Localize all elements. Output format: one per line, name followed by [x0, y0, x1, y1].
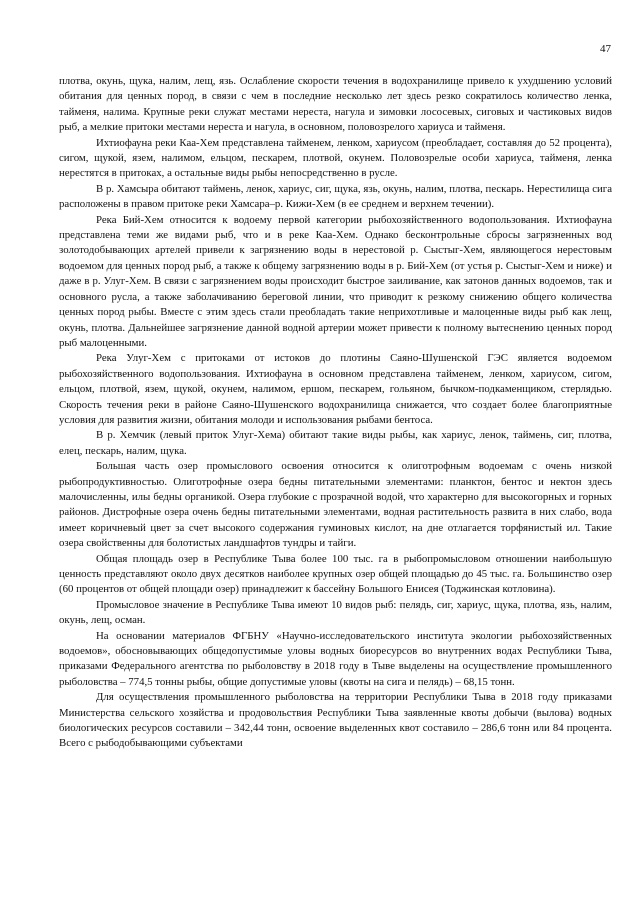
paragraph-fish-species-continued: плотва, окунь, щука, налим, лещ, язь. Ослабление скорости течения в водохранилище привело к ухудшению условий обитания для ценных пород, в связи с чем в последние несколько лет здесь резко сократилось количество ленка, тайменя, налима. Крупные реки служат местами нереста, нагула и зимовки лососевых, сиговых и частиковых видов рыб, а мелкие притоки местами нереста и нагула, в основном, половозрелого хариуса и тайменя.	[59, 75, 612, 134]
paragraph-khemchik-river: В р. Хемчик (левый приток Улуг-Хема) обитают такие виды рыбы, как хариус, ленок, таймень, сиг, плотва, елец, пескарь, налим, щука.	[59, 429, 612, 457]
paragraph-commercial-species: Промысловое значение в Республике Тыва имеют 10 видов рыб: пелядь, сиг, хариус, щука, плотва, язь, налим, окунь, лещ, осман.	[59, 598, 612, 627]
paragraph-ulug-khem-river: Река Улуг-Хем с притоками от истоков до плотины Саяно-Шушенской ГЭС является водоемом рыбохозяйственного водопользования. Ихтиофауна в основном представлена тайменем, ленком, хариусом, сигом, ельцом, плотвой, язем, щукой, окунем, налимом, ершом, пескарем, гольяном, бычком-подкаменщиком, стерлядью. Скорость течения реки в районе Саяно-Шушенского водохранилища снижается, что создает более благоприятные условия для развития жизни, обитания молоди и использования рыбами бентоса.	[59, 352, 612, 426]
paragraph-oligotrophic-lakes: Большая часть озер промыслового освоения относится к олиготрофным водоемам с очень низкой рыбопродуктивностью. Олиготрофные озера бедны питательными элементами: планктон, бентос и нектон здесь малочисленны, илы бедны органикой. Озера глубокие с прозрачной водой, что характерно для высокогорных и горных районов. Дистрофные озера очень бедны питательными элементами, водная растительность развита в них слабо, вода имеет коричневый цвет за счет высокого содержания гуминовых кислот, на дне отлагается торфянистый ил. Такие озера свойственны для болотистых ландшафтов тундры и тайги.	[59, 460, 612, 550]
paragraph-biy-khem-river: Река Бий-Хем относится к водоему первой категории рыбохозяйственного водопользования. Ихтиофауна представлена теми же видами рыб, что и в реке Каа-Хем. Однако бесконтрольные сбросы загрязненных вод золотодобывающих артелей привели к загрязнению воды в нерестовой р. Сыстыг-Хем, являющегося нерестовым водоемом для ценных пород рыб, а также к общему загрязнению воды в р. Бий-Хем (от устья р. Сыстыг-Хем и ниже) и даже в р. Улуг-Хем. В связи с загрязнением воды происходит быстрое заиливание, как затонов данных водоемов, так и основного русла, а также заболачиванию береговой линии, что приводит к резкому снижению общего количества ценных пород рыбы. Вместе с этим здесь стали преобладать такие неприхотливые и малоценные виды рыб как лещ, окунь, плотва. Дальнейшее загрязнение данной водной артерии может привести к полному вытеснению ценных пород рыб малоценными.	[59, 213, 612, 349]
page-body	[59, 74, 612, 752]
paragraph-kaa-khem-ichthyofauna: Ихтиофауна реки Каа-Хем представлена тайменем, ленком, хариусом (преобладает, составляя до 52 процента), сигом, щукой, язем, налимом, ельцом, пескарем, плотвой, окунем. Половозрелые особи хариуса, тайменя, ленка нерестятся в притоках, а остальные виды рыбы непосредственно в русле.	[59, 136, 612, 180]
paragraph-catch-quotas: На основании материалов ФГБНУ «Научно-исследовательского института экологии рыбохозяйственных водоемов», обосновывающих общедопустимые уловы водных биоресурсов во внутренних водах Республики Тыва, приказами Федерального агентства по рыболовству в 2018 году в Тыве выделены на осуществление промышленного рыболовства – 774,5 тонны рыбы, общие допустимые уловы (квоты на сига и пелядь) – 68,15 тонн.	[59, 629, 612, 688]
paragraph-lake-area: Общая площадь озер в Республике Тыва более 100 тыс. га в рыбопромысловом отношении наибольшую ценность представляют около двух десятков наиболее крупных озер общей площадью до 45 тыс. га. Большинство озер (60 процентов от общей площади озер) принадлежит к бассейну Большого Енисея (Тоджинская котловина).	[59, 552, 612, 596]
paragraph-khamsyra-river: В р. Хамсыра обитают таймень, ленок, хариус, сиг, щука, язь, окунь, налим, плотва, пескарь. Нерестилища сига расположены в правом притоке реки Хамсара–р. Кижи-Хем (в ее среднем и верхнем течении).	[59, 182, 612, 211]
page-number: 47	[600, 43, 611, 55]
paragraph-industrial-fishing-2018: Для осуществления промышленного рыболовства на территории Республики Тыва в 2018 году приказами Министерства сельского хозяйства и продовольствия Республики Тыва заявленные квоты добычи (вылова) водных биологических ресурсов составили – 342,44 тонн, освоение выделенных квот составило – 286,6 тонн или 84 процента. Всего с рыбодобывающими субъектами	[59, 691, 612, 750]
